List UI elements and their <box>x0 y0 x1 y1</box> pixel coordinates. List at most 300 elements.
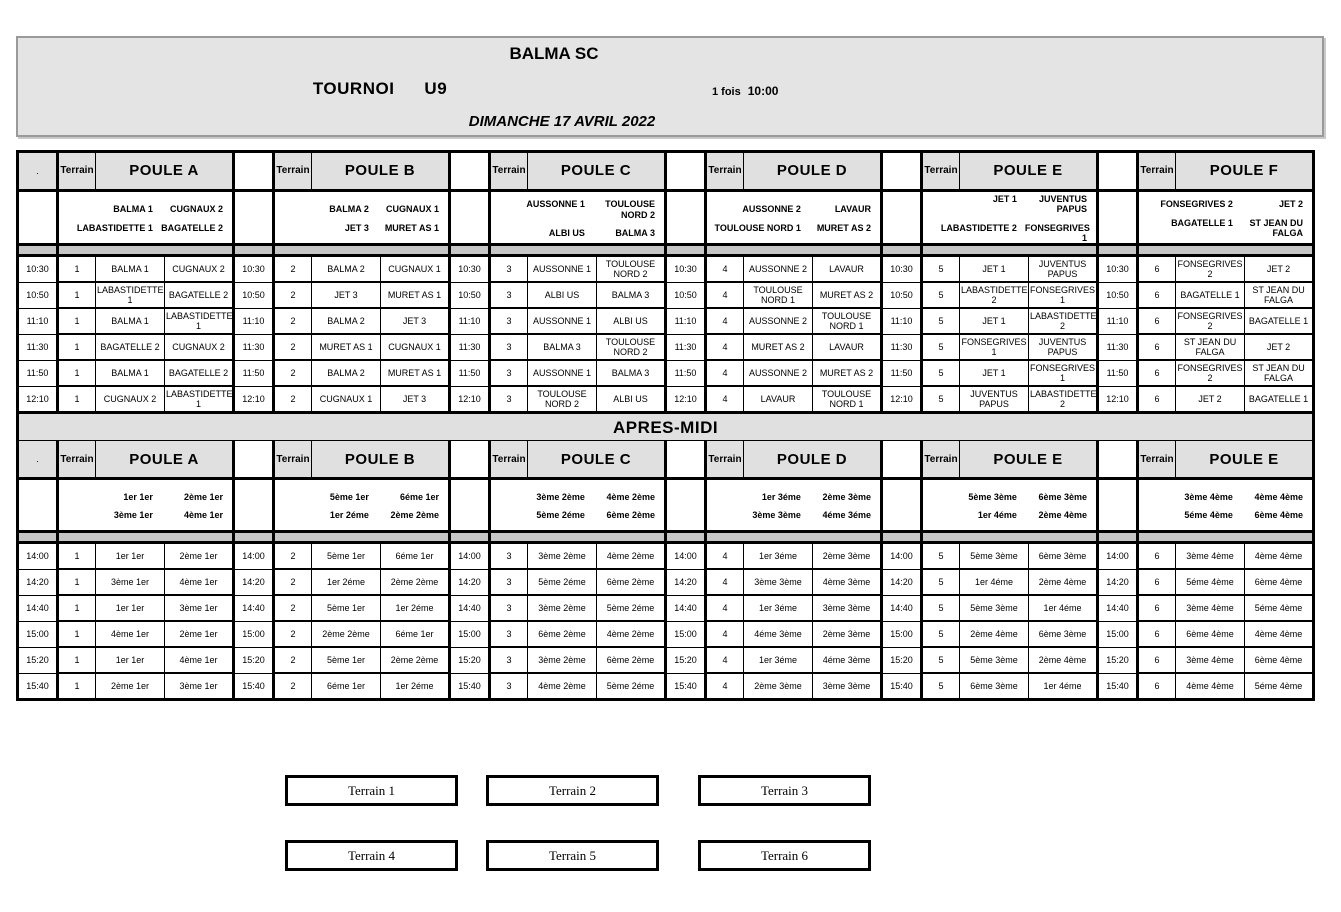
away-team-cell: ST JEAN DU FALGA <box>1245 360 1314 386</box>
session-note <box>712 84 778 98</box>
time-cell: 14:00 <box>882 543 922 570</box>
time-cell: 10:50 <box>450 282 490 308</box>
terrain-header-cell: Terrain <box>58 441 96 479</box>
time-cell <box>18 479 58 532</box>
pool-header-cell: POULE C <box>528 441 666 479</box>
pool-teams <box>924 490 1095 521</box>
terrain-number-cell: 5 <box>922 595 960 621</box>
away-team-cell: 5éme 4ème <box>1245 595 1314 621</box>
time-cell: 14:20 <box>882 569 922 595</box>
home-team-cell: 2ème 1er <box>96 673 165 700</box>
time-cell <box>666 191 706 245</box>
terrain-number-cell: 4 <box>706 595 744 621</box>
away-team-cell: LAVAUR <box>813 334 882 360</box>
home-team-cell: 4éme 3ème <box>744 621 813 647</box>
pool-teams-cell <box>922 191 1098 245</box>
home-team-cell: 3ème 3ème <box>744 569 813 595</box>
away-team-cell: 6ème 2ème <box>597 569 666 595</box>
separator-cell <box>922 245 1098 256</box>
terrain-number-cell: 6 <box>1138 595 1176 621</box>
terrain-header-cell: Terrain <box>274 441 312 479</box>
team-name: 2ème 3ème <box>822 492 871 503</box>
time-cell: 11:10 <box>882 308 922 334</box>
team-name: 6éme 1er <box>399 492 439 503</box>
terrain-header-cell: Terrain <box>490 441 528 479</box>
pool-teams-cell <box>1138 479 1314 532</box>
home-team-cell: ST JEAN DU FALGA <box>1176 334 1245 360</box>
home-team-cell: AUSSONNE 1 <box>528 308 597 334</box>
time-cell: 15:40 <box>18 673 58 700</box>
time-cell <box>18 191 58 245</box>
home-team-cell: BAGATELLE 1 <box>1176 282 1245 308</box>
team-name: 1er 1er <box>123 492 153 503</box>
corner-cell <box>1098 441 1138 479</box>
away-team-cell: BALMA 3 <box>597 282 666 308</box>
terrain-number-cell: 1 <box>58 334 96 360</box>
away-team-cell: 2ème 4ème <box>1029 569 1098 595</box>
terrain-number-cell: 5 <box>922 282 960 308</box>
terrain-number-cell: 2 <box>274 334 312 360</box>
team-name: LABASTIDETTE 2 <box>940 222 1017 233</box>
terrain-number-cell: 1 <box>58 308 96 334</box>
home-team-cell: JET 1 <box>960 308 1029 334</box>
home-team-cell: 5ème 3ème <box>960 647 1029 673</box>
time-cell: 11:10 <box>450 308 490 334</box>
terrain-header-cell: Terrain <box>58 152 96 191</box>
terrain-number-cell: 2 <box>274 360 312 386</box>
home-team-cell: 5ème 3ème <box>960 543 1029 570</box>
away-team-cell: LABASTIDETTE 2 <box>1029 386 1098 413</box>
team-name: 4éme 3éme <box>822 510 871 521</box>
terrain-number-cell: 2 <box>274 595 312 621</box>
pool-teams <box>276 202 447 233</box>
away-team-cell: JET 2 <box>1245 334 1314 360</box>
terrain-number-cell: 4 <box>706 282 744 308</box>
home-team-cell: AUSSONNE 2 <box>744 308 813 334</box>
time-cell: 12:10 <box>18 386 58 413</box>
away-team-cell: BAGATELLE 1 <box>1245 386 1314 413</box>
time-cell: 14:40 <box>18 595 58 621</box>
time-cell: 15:20 <box>1098 647 1138 673</box>
time-cell: 15:20 <box>666 647 706 673</box>
terrain-box: Terrain 6 <box>698 840 871 871</box>
separator-cell <box>882 532 922 543</box>
away-team-cell: 6ème 3ème <box>1029 543 1098 570</box>
away-team-cell: 4ème 2ème <box>597 621 666 647</box>
team-name: 4ème 4ème <box>1254 492 1304 503</box>
team-name: 6ème 4ème <box>1254 510 1304 521</box>
away-team-cell: 4ème 1er <box>165 569 234 595</box>
time-cell: 10:50 <box>18 282 58 308</box>
terrain-number-cell: 6 <box>1138 308 1176 334</box>
time-cell <box>234 191 274 245</box>
team-name: AUSSONNE 2 <box>742 204 801 215</box>
terrain-number-cell: 5 <box>922 543 960 570</box>
time-cell: 15:20 <box>234 647 274 673</box>
home-team-cell: 6ème 2ème <box>528 621 597 647</box>
terrain-number-cell: 4 <box>706 360 744 386</box>
time-cell: 12:10 <box>882 386 922 413</box>
corner-cell <box>450 441 490 479</box>
terrain-number-cell: 4 <box>706 334 744 360</box>
away-team-cell: CUGNAUX 1 <box>381 334 450 360</box>
away-team-cell: 3ème 3ème <box>813 673 882 700</box>
time-cell: 10:30 <box>450 256 490 283</box>
away-team-cell: 5ème 2éme <box>597 673 666 700</box>
away-team-cell: ALBI US <box>597 386 666 413</box>
pool-header-cell: POULE D <box>744 441 882 479</box>
terrain-header-cell: Terrain <box>706 152 744 191</box>
time-cell: 14:00 <box>450 543 490 570</box>
time-cell <box>450 479 490 532</box>
time-cell: 15:00 <box>18 621 58 647</box>
terrain-header-cell: Terrain <box>1138 441 1176 479</box>
separator-cell <box>1138 532 1314 543</box>
away-team-cell: 1er 2éme <box>381 595 450 621</box>
team-name: 5ème 2éme <box>536 510 585 521</box>
terrain-box: Terrain 2 <box>486 775 659 806</box>
home-team-cell: 5ème 1er <box>312 543 381 570</box>
terrain-number-cell: 3 <box>490 282 528 308</box>
home-team-cell: 1er 4éme <box>960 569 1029 595</box>
pool-header-cell: POULE A <box>96 441 234 479</box>
time-cell: 10:30 <box>666 256 706 283</box>
home-team-cell: 4ème 4ème <box>1176 673 1245 700</box>
separator-cell <box>58 532 234 543</box>
time-cell: 10:30 <box>234 256 274 283</box>
pool-teams-cell <box>490 479 666 532</box>
terrain-number-cell: 2 <box>274 308 312 334</box>
team-name: 6ème 2ème <box>606 510 655 521</box>
pool-teams <box>708 490 879 521</box>
terrain-number-cell: 2 <box>274 569 312 595</box>
away-team-cell: BALMA 3 <box>597 360 666 386</box>
pool-teams-cell <box>706 191 882 245</box>
time-cell: 14:20 <box>234 569 274 595</box>
home-team-cell: 3ème 4ème <box>1176 595 1245 621</box>
terrain-number-cell: 6 <box>1138 334 1176 360</box>
terrain-number-cell: 4 <box>706 673 744 700</box>
club-name: BALMA SC <box>509 44 599 63</box>
home-team-cell: JET 1 <box>960 256 1029 283</box>
terrain-number-cell: 5 <box>922 647 960 673</box>
terrain-header-cell: Terrain <box>1138 152 1176 191</box>
terrain-number-cell: 6 <box>1138 256 1176 283</box>
home-team-cell: JUVENTUS PAPUS <box>960 386 1029 413</box>
home-team-cell: FONSEGRIVES 1 <box>960 334 1029 360</box>
corner-cell <box>450 152 490 191</box>
team-name: AUSSONNE 1 <box>526 199 585 210</box>
team-name: JUVENTUS PAPUS <box>1038 194 1087 215</box>
separator-cell <box>234 245 274 256</box>
separator-cell <box>1098 245 1138 256</box>
terrain-number-cell: 6 <box>1138 621 1176 647</box>
team-name: 1er 2éme <box>329 510 369 521</box>
corner-cell <box>1098 152 1138 191</box>
terrain-number-cell: 5 <box>922 569 960 595</box>
pool-header-cell: POULE E <box>1176 441 1314 479</box>
team-name: TOULOUSE NORD 2 <box>605 199 655 220</box>
home-team-cell: 1er 1er <box>96 543 165 570</box>
pool-teams <box>924 192 1095 243</box>
terrain-number-cell: 5 <box>922 334 960 360</box>
pool-header-cell: POULE B <box>312 441 450 479</box>
pool-teams <box>708 202 879 233</box>
time-cell: 15:40 <box>1098 673 1138 700</box>
time-cell: 11:50 <box>450 360 490 386</box>
home-team-cell: BAGATELLE 2 <box>96 334 165 360</box>
team-name: MURET AS 1 <box>384 222 439 233</box>
home-team-cell: JET 2 <box>1176 386 1245 413</box>
terrain-number-cell: 1 <box>58 595 96 621</box>
time-cell: 15:20 <box>882 647 922 673</box>
away-team-cell: ALBI US <box>597 308 666 334</box>
away-team-cell: ST JEAN DU FALGA <box>1245 282 1314 308</box>
home-team-cell: LAVAUR <box>744 386 813 413</box>
team-name: 3ème 4ème <box>1184 492 1233 503</box>
away-team-cell: 4ème 4ème <box>1245 543 1314 570</box>
separator-cell <box>706 245 882 256</box>
home-team-cell: 4ème 1er <box>96 621 165 647</box>
away-team-cell: 6éme 1er <box>381 543 450 570</box>
apres-midi-banner: APRES-MIDI <box>18 413 1314 441</box>
terrain-number-cell: 1 <box>58 621 96 647</box>
away-team-cell: LABASTIDETTE 2 <box>1029 308 1098 334</box>
pool-teams-cell <box>490 191 666 245</box>
away-team-cell: JUVENTUS PAPUS <box>1029 256 1098 283</box>
time-cell: 14:00 <box>666 543 706 570</box>
team-name: LAVAUR <box>834 204 871 215</box>
away-team-cell: 6ème 4ème <box>1245 647 1314 673</box>
terrain-box: Terrain 4 <box>285 840 458 871</box>
terrain-number-cell: 3 <box>490 569 528 595</box>
team-name: JET 1 <box>992 194 1017 204</box>
time-cell <box>882 479 922 532</box>
team-name: 2ème 2ème <box>390 510 439 521</box>
pool-teams-cell <box>922 479 1098 532</box>
home-team-cell: 5ème 2éme <box>528 569 597 595</box>
time-cell: 11:10 <box>666 308 706 334</box>
time-cell: 15:20 <box>450 647 490 673</box>
time-cell: 11:30 <box>450 334 490 360</box>
away-team-cell: LABASTIDETTE 1 <box>165 386 234 413</box>
home-team-cell: BALMA 1 <box>96 308 165 334</box>
time-cell: 15:00 <box>882 621 922 647</box>
home-team-cell: 4ème 2ème <box>528 673 597 700</box>
away-team-cell: 1er 4éme <box>1029 595 1098 621</box>
terrain-number-cell: 3 <box>490 256 528 283</box>
time-cell: 15:40 <box>882 673 922 700</box>
away-team-cell: TOULOUSE NORD 2 <box>597 256 666 283</box>
pool-header-cell: POULE E <box>960 441 1098 479</box>
away-team-cell: BAGATELLE 2 <box>165 282 234 308</box>
separator-cell <box>1098 532 1138 543</box>
away-team-cell: 5éme 4ème <box>1245 673 1314 700</box>
terrain-number-cell: 5 <box>922 256 960 283</box>
terrain-header-cell: Terrain <box>490 152 528 191</box>
away-team-cell: JET 3 <box>381 308 450 334</box>
separator-cell <box>490 245 666 256</box>
tournament-title-line <box>313 79 447 99</box>
team-name: ST JEAN DU FALGA <box>1249 217 1304 238</box>
away-team-cell: MURET AS 2 <box>813 282 882 308</box>
time-cell: 10:50 <box>882 282 922 308</box>
time-cell: 11:30 <box>234 334 274 360</box>
team-name: FONSEGRIVES 1 <box>1024 222 1090 244</box>
home-team-cell: 3ème 1er <box>96 569 165 595</box>
home-team-cell: 6ème 3ème <box>960 673 1029 700</box>
home-team-cell: 1er 3éme <box>744 647 813 673</box>
home-team-cell: FONSEGRIVES 2 <box>1176 256 1245 283</box>
team-name: FONSEGRIVES 2 <box>1160 199 1233 210</box>
away-team-cell: 2ème 3ème <box>813 543 882 570</box>
terrain-number-cell: 4 <box>706 647 744 673</box>
time-cell: 10:50 <box>1098 282 1138 308</box>
team-name: BAGATELLE 1 <box>1171 217 1233 228</box>
pool-teams-cell <box>706 479 882 532</box>
separator-cell <box>274 532 450 543</box>
separator-cell <box>234 532 274 543</box>
time-cell: 10:50 <box>234 282 274 308</box>
away-team-cell: TOULOUSE NORD 1 <box>813 386 882 413</box>
team-name: JET 3 <box>344 222 369 233</box>
home-team-cell: 1er 3éme <box>744 595 813 621</box>
home-team-cell: LABASTIDETTE 2 <box>960 282 1029 308</box>
terrain-box: Terrain 1 <box>285 775 458 806</box>
team-name: 4ème 1er <box>183 510 223 521</box>
pool-header-cell: POULE C <box>528 152 666 191</box>
session-note-time: 10:00 <box>747 84 779 98</box>
team-name: 5ème 1er <box>329 492 369 503</box>
terrain-number-cell: 4 <box>706 621 744 647</box>
home-team-cell: 3ème 4ème <box>1176 543 1245 570</box>
terrain-header-cell: Terrain <box>706 441 744 479</box>
away-team-cell: 2ème 1er <box>165 543 234 570</box>
tournament-title: TOURNOI <box>312 79 395 98</box>
terrain-number-cell: 5 <box>922 673 960 700</box>
terrain-number-cell: 1 <box>58 386 96 413</box>
team-name: MURET AS 2 <box>816 222 871 233</box>
time-cell: 14:40 <box>1098 595 1138 621</box>
team-name: 5éme 4ème <box>1184 510 1233 521</box>
team-name: 3ème 2ème <box>536 492 585 503</box>
away-team-cell: CUGNAUX 2 <box>165 256 234 283</box>
team-name: 2ème 4ème <box>1038 510 1087 521</box>
home-team-cell: MURET AS 2 <box>744 334 813 360</box>
tournament-category: U9 <box>424 79 448 98</box>
terrain-number-cell: 2 <box>274 621 312 647</box>
home-team-cell: CUGNAUX 1 <box>312 386 381 413</box>
time-cell: 11:50 <box>234 360 274 386</box>
time-cell: 10:30 <box>882 256 922 283</box>
team-name: BALMA 1 <box>113 204 153 215</box>
pool-teams-cell <box>1138 191 1314 245</box>
home-team-cell: BALMA 2 <box>312 360 381 386</box>
terrain-number-cell: 3 <box>490 621 528 647</box>
pool-header-cell: POULE A <box>96 152 234 191</box>
time-cell: 11:30 <box>882 334 922 360</box>
corner-cell <box>234 441 274 479</box>
home-team-cell: BALMA 2 <box>312 256 381 283</box>
terrain-number-cell: 1 <box>58 569 96 595</box>
separator-cell <box>666 245 706 256</box>
home-team-cell: CUGNAUX 2 <box>96 386 165 413</box>
terrain-number-cell: 6 <box>1138 360 1176 386</box>
away-team-cell: FONSEGRIVES 1 <box>1029 282 1098 308</box>
separator-cell <box>706 532 882 543</box>
terrain-number-cell: 3 <box>490 308 528 334</box>
time-cell: 11:10 <box>1098 308 1138 334</box>
time-cell: 12:10 <box>1098 386 1138 413</box>
away-team-cell: 4ème 4ème <box>1245 621 1314 647</box>
away-team-cell: 1er 4éme <box>1029 673 1098 700</box>
pool-header-cell: POULE B <box>312 152 450 191</box>
team-name: BAGATELLE 2 <box>161 222 223 233</box>
pool-teams <box>60 490 231 521</box>
home-team-cell: TOULOUSE NORD 2 <box>528 386 597 413</box>
corner-cell <box>882 152 922 191</box>
terrain-box: Terrain 3 <box>698 775 871 806</box>
pool-teams-cell <box>274 191 450 245</box>
time-cell: 11:50 <box>1098 360 1138 386</box>
separator-cell <box>274 245 450 256</box>
home-team-cell: AUSSONNE 2 <box>744 256 813 283</box>
away-team-cell: BAGATELLE 2 <box>165 360 234 386</box>
away-team-cell: 1er 2éme <box>381 673 450 700</box>
away-team-cell: 2ème 2ème <box>381 647 450 673</box>
time-cell: 11:30 <box>18 334 58 360</box>
away-team-cell: BAGATELLE 1 <box>1245 308 1314 334</box>
time-cell: 11:10 <box>234 308 274 334</box>
home-team-cell: BALMA 2 <box>312 308 381 334</box>
home-team-cell: 5ème 1er <box>312 647 381 673</box>
time-cell <box>1098 479 1138 532</box>
home-team-cell: 6éme 1er <box>312 673 381 700</box>
time-cell <box>882 191 922 245</box>
time-cell <box>450 191 490 245</box>
separator-cell <box>18 532 58 543</box>
terrain-number-cell: 1 <box>58 543 96 570</box>
home-team-cell: BALMA 3 <box>528 334 597 360</box>
terrain-number-cell: 6 <box>1138 647 1176 673</box>
time-cell <box>234 479 274 532</box>
terrain-number-cell: 2 <box>274 256 312 283</box>
away-team-cell: 4éme 3ème <box>813 647 882 673</box>
team-name: 6ème 3ème <box>1038 492 1087 503</box>
away-team-cell: MURET AS 2 <box>813 360 882 386</box>
away-team-cell: CUGNAUX 2 <box>165 334 234 360</box>
away-team-cell: 6ème 4ème <box>1245 569 1314 595</box>
home-team-cell: AUSSONNE 2 <box>744 360 813 386</box>
team-name: 1er 4éme <box>977 510 1017 521</box>
home-team-cell: AUSSONNE 1 <box>528 256 597 283</box>
pool-teams-cell <box>274 479 450 532</box>
terrain-box: Terrain 5 <box>486 840 659 871</box>
pool-teams <box>60 202 231 233</box>
terrain-number-cell: 3 <box>490 673 528 700</box>
home-team-cell: FONSEGRIVES 2 <box>1176 360 1245 386</box>
home-team-cell: JET 3 <box>312 282 381 308</box>
corner-cell <box>882 441 922 479</box>
terrain-number-cell: 3 <box>490 595 528 621</box>
away-team-cell: 6ème 3ème <box>1029 621 1098 647</box>
time-cell: 12:10 <box>666 386 706 413</box>
pool-teams <box>1140 197 1311 238</box>
time-cell: 14:40 <box>882 595 922 621</box>
time-cell: 15:00 <box>666 621 706 647</box>
terrain-number-cell: 6 <box>1138 543 1176 570</box>
home-team-cell: LABASTIDETTE 1 <box>96 282 165 308</box>
